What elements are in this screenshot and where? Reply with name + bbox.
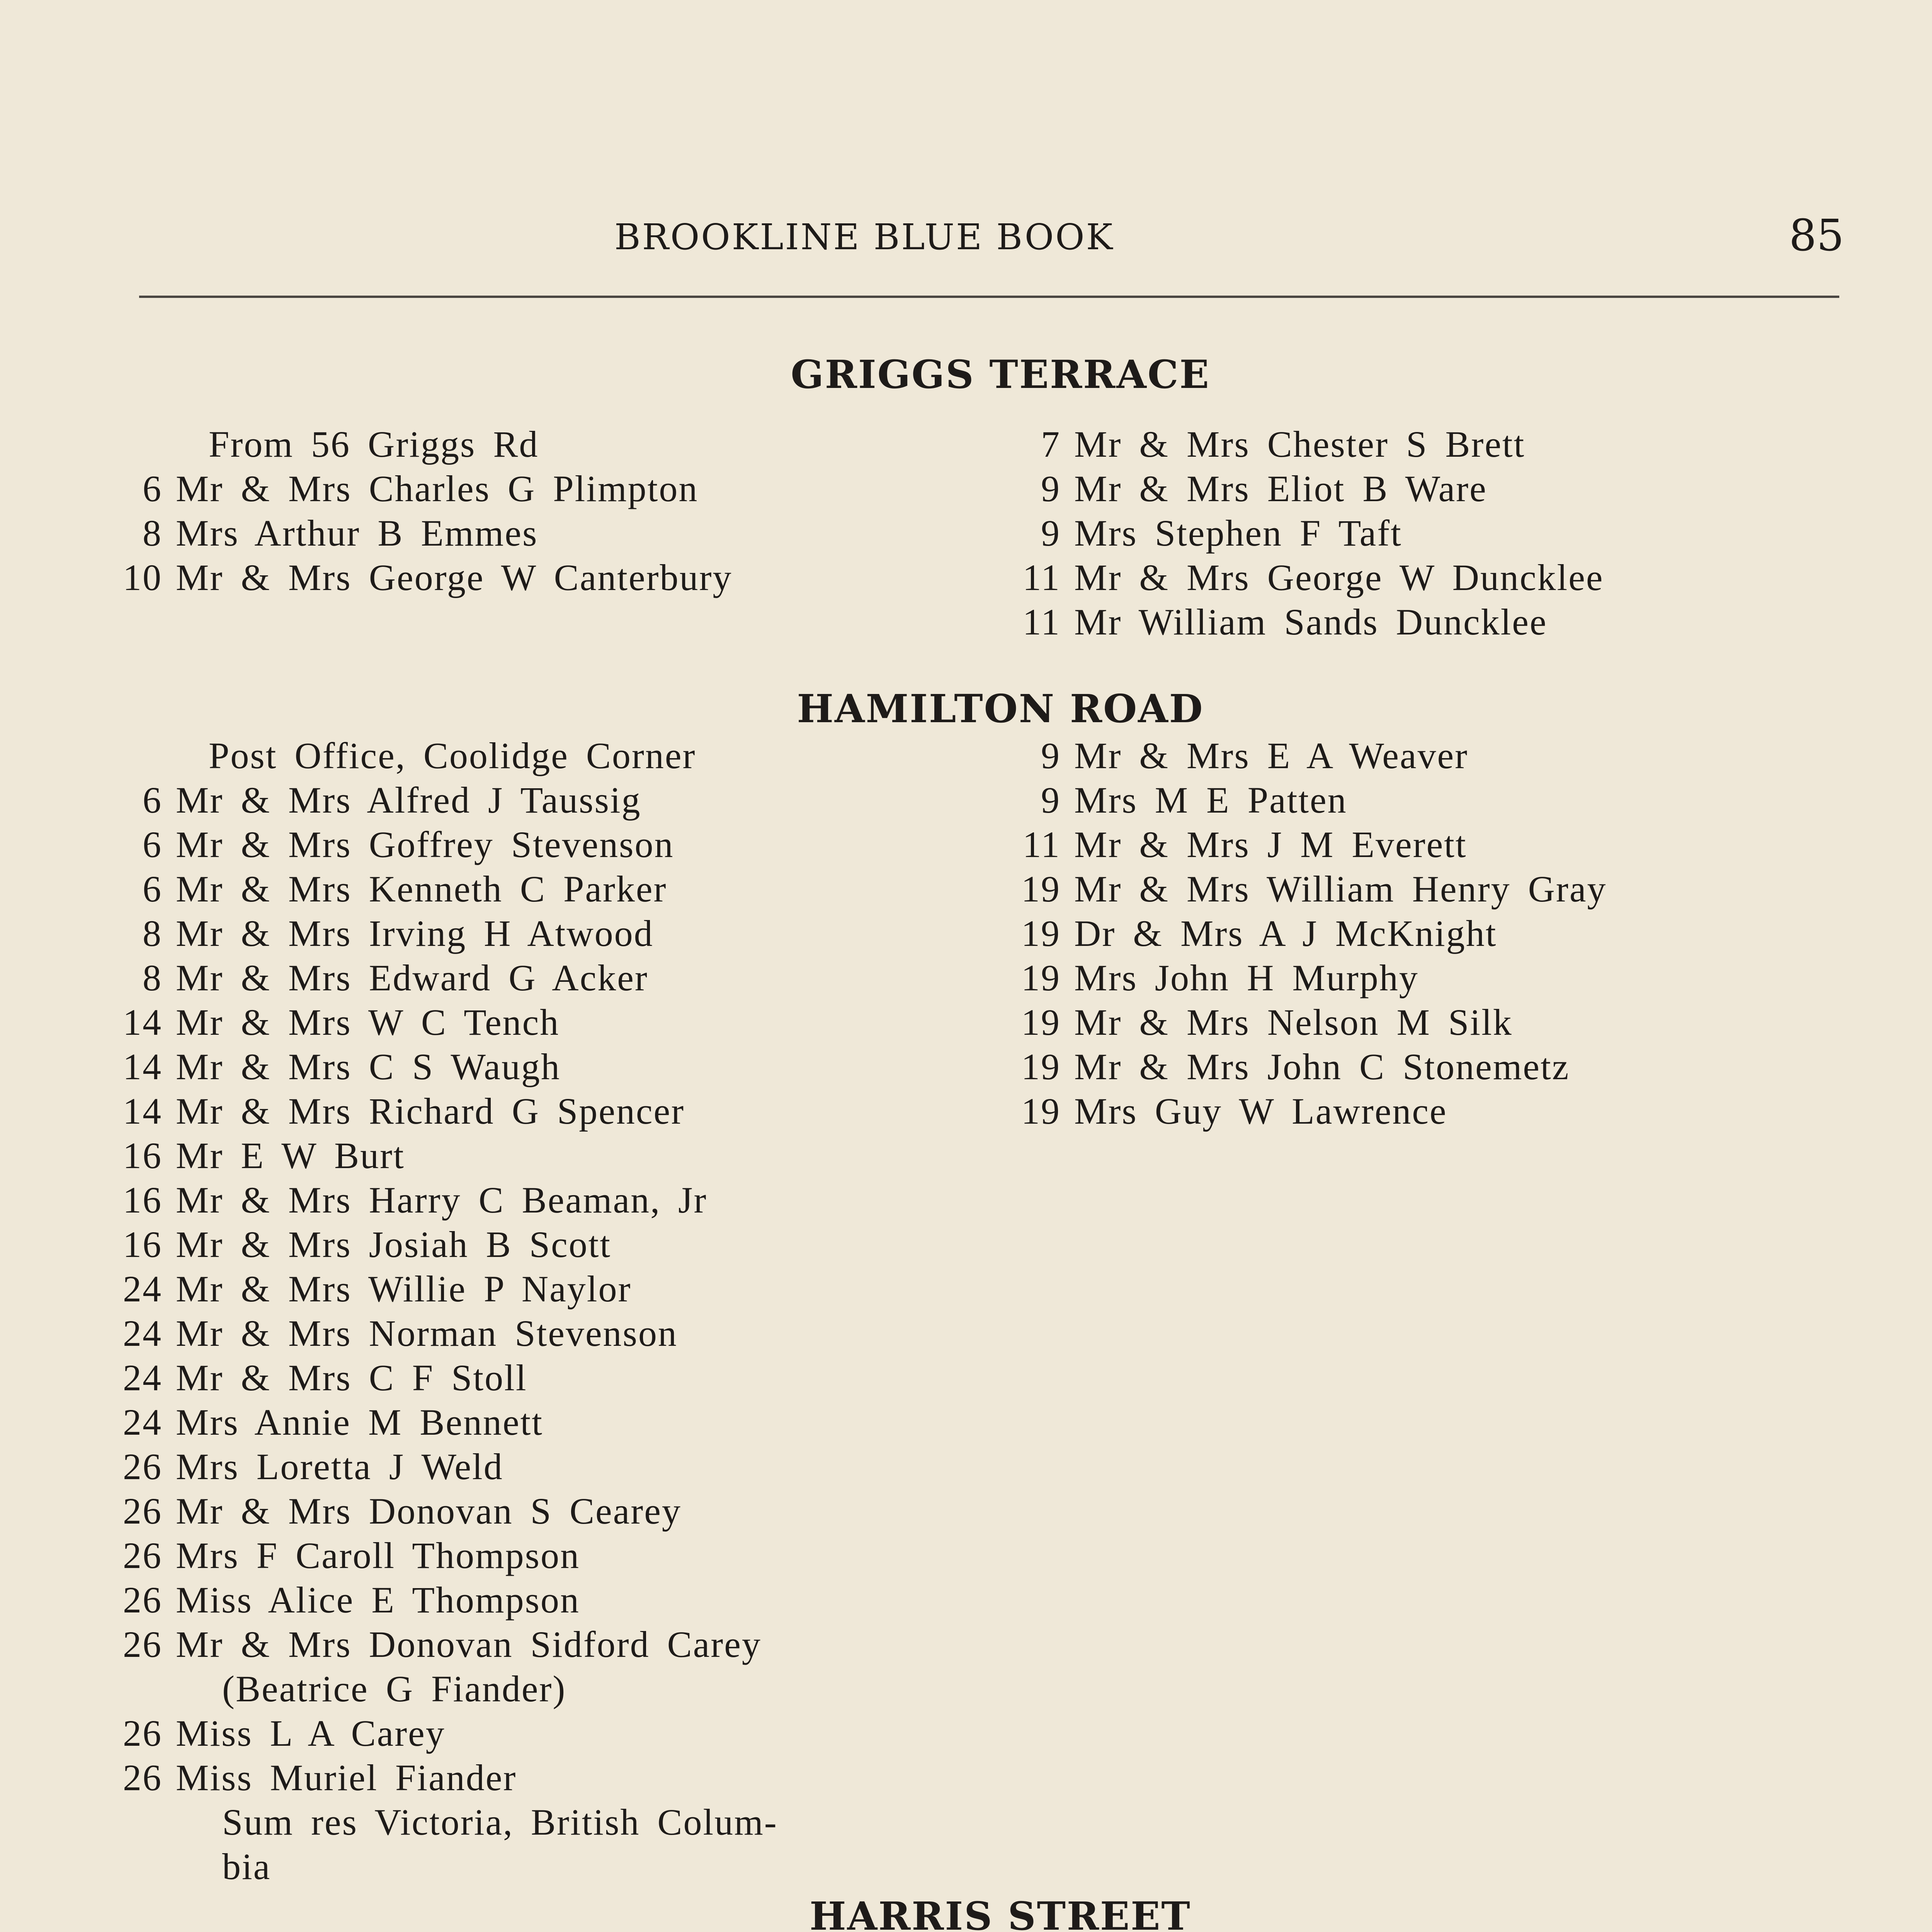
directory-entry (108, 1755, 978, 1800)
house-number: 8 (143, 913, 162, 954)
resident-name: Mr & Mrs Chester S Brett (1074, 423, 1526, 465)
house-number: 24 (123, 1401, 162, 1443)
house-number: 6 (143, 468, 162, 509)
resident-name: Mrs Loretta J Weld (176, 1446, 503, 1487)
resident-name: Mr & Mrs C S Waugh (176, 1046, 561, 1087)
house-number: 19 (1021, 913, 1061, 954)
directory-entry (108, 1444, 978, 1489)
directory-entry (108, 956, 978, 1000)
directory-entry (1007, 1044, 1932, 1089)
house-number: 26 (123, 1624, 162, 1665)
resident-name: Mr & Mrs Donovan S Cearey (176, 1490, 682, 1532)
resident-name: Mr E W Burt (176, 1135, 405, 1176)
house-number: 16 (123, 1179, 162, 1221)
resident-name: Mr & Mrs J M Everett (1074, 824, 1467, 865)
directory-entry (1007, 1000, 1932, 1044)
directory-entry (108, 1222, 978, 1267)
house-number: 11 (1022, 557, 1061, 598)
house-number: 6 (143, 868, 162, 910)
house-number: 24 (123, 1268, 162, 1310)
resident-name: Mr & Mrs Kenneth C Parker (176, 868, 667, 910)
resident-name: Mr & Mrs Charles G Plimpton (176, 468, 699, 509)
resident-name: Mr & Mrs George W Duncklee (1074, 557, 1604, 598)
directory-entry (108, 1133, 978, 1178)
directory-entry (108, 1578, 978, 1622)
house-number: 9 (1041, 735, 1061, 776)
header-rule (139, 296, 1839, 298)
resident-name: Mr & Mrs Richard G Spencer (176, 1090, 685, 1132)
house-number: 26 (123, 1535, 162, 1576)
resident-name: Mr & Mrs Donovan Sidford Carey (176, 1624, 762, 1665)
house-number: 26 (123, 1713, 162, 1754)
resident-name: Mr & Mrs W C Tench (176, 1002, 560, 1043)
directory-entry (1007, 1089, 1932, 1133)
house-number: 24 (123, 1357, 162, 1398)
directory-entry (1007, 600, 1932, 644)
directory-entry (108, 778, 978, 822)
resident-name: Mrs F Caroll Thompson (176, 1535, 580, 1576)
directory-entry (108, 1844, 978, 1889)
house-number: 11 (1022, 601, 1061, 643)
street-heading-hamilton: HAMILTON ROAD (797, 686, 1204, 731)
directory-entry (1007, 956, 1932, 1000)
resident-name: (Beatrice G Fiander) (222, 1668, 566, 1709)
directory-entry (108, 1533, 978, 1578)
house-number: 6 (143, 824, 162, 865)
resident-name: Mr & Mrs George W Canterbury (176, 557, 733, 598)
house-number: 19 (1021, 957, 1061, 998)
street-heading-harris: HARRIS STREET (810, 1893, 1191, 1932)
resident-name: Mr & Mrs William Henry Gray (1074, 868, 1607, 910)
resident-name: Mr & Mrs Josiah B Scott (176, 1224, 612, 1265)
resident-name: Mr & Mrs Harry C Beaman, Jr (176, 1179, 707, 1221)
griggs-right-column (1007, 422, 1932, 644)
resident-name: Mr & Mrs Goffrey Stevenson (176, 824, 674, 865)
house-number: 19 (1021, 1090, 1061, 1132)
house-number: 11 (1022, 824, 1061, 865)
resident-name: Mr & Mrs Alfred J Taussig (176, 779, 641, 821)
house-number: 26 (123, 1446, 162, 1487)
house-number: 19 (1021, 1002, 1061, 1043)
directory-entry (108, 867, 978, 911)
hamilton-right-column (1007, 733, 1932, 1133)
resident-name: Sum res Victoria, British Colum- (222, 1801, 778, 1843)
house-number: 8 (143, 512, 162, 554)
house-number: 14 (123, 1002, 162, 1043)
resident-name: Miss Muriel Fiander (176, 1757, 517, 1798)
directory-entry (108, 1044, 978, 1089)
resident-name: Mr & Mrs Edward G Acker (176, 957, 648, 998)
directory-entry (108, 1311, 978, 1355)
directory-entry (1007, 422, 1932, 466)
directory-entry (0, 733, 978, 778)
directory-entry (108, 1800, 978, 1844)
directory-entry (108, 1089, 978, 1133)
resident-name: Mrs Stephen F Taft (1074, 512, 1402, 554)
directory-entry (108, 1711, 978, 1755)
page-number: 85 (1789, 211, 1844, 261)
directory-entry (108, 466, 978, 511)
directory-entry (108, 822, 978, 867)
house-number: 8 (143, 957, 162, 998)
resident-name: Mrs M E Patten (1074, 779, 1347, 821)
house-number: 14 (123, 1090, 162, 1132)
resident-name: From 56 Griggs Rd (209, 423, 539, 465)
directory-entry (108, 1667, 978, 1711)
hamilton-left-column (108, 733, 978, 1889)
directory-entry (108, 1355, 978, 1400)
resident-name: Mrs Arthur B Emmes (176, 512, 538, 554)
resident-name: Mr William Sands Duncklee (1074, 601, 1548, 643)
resident-name: Mr & Mrs Norman Stevenson (176, 1313, 678, 1354)
directory-entry (1007, 466, 1932, 511)
resident-name: Mr & Mrs Irving H Atwood (176, 913, 654, 954)
resident-name: Miss Alice E Thompson (176, 1579, 580, 1621)
directory-entry (108, 911, 978, 956)
house-number: 9 (1041, 512, 1061, 554)
directory-entry (0, 422, 978, 466)
house-number: 6 (143, 779, 162, 821)
resident-name: bia (222, 1846, 271, 1887)
directory-entry (1007, 555, 1932, 600)
directory-entry (108, 1267, 978, 1311)
running-head: BROOKLINE BLUE BOOK (614, 216, 1114, 258)
griggs-left-column (108, 422, 978, 600)
resident-name: Mr & Mrs Eliot B Ware (1074, 468, 1487, 509)
directory-entry (108, 1178, 978, 1222)
house-number: 19 (1021, 1046, 1061, 1087)
resident-name: Mr & Mrs Nelson M Silk (1074, 1002, 1513, 1043)
house-number: 7 (1041, 423, 1061, 465)
directory-entry (108, 511, 978, 555)
house-number: 10 (123, 557, 162, 598)
house-number: 19 (1021, 868, 1061, 910)
directory-entry (1007, 911, 1932, 956)
directory-entry (1007, 778, 1932, 822)
directory-entry (108, 1400, 978, 1444)
house-number: 24 (123, 1313, 162, 1354)
resident-name: Mrs Guy W Lawrence (1074, 1090, 1447, 1132)
resident-name: Mrs Annie M Bennett (176, 1401, 543, 1443)
house-number: 26 (123, 1757, 162, 1798)
resident-name: Miss L A Carey (176, 1713, 446, 1754)
directory-entry (108, 555, 978, 600)
directory-entry (1007, 822, 1932, 867)
house-number: 9 (1041, 468, 1061, 509)
house-number: 9 (1041, 779, 1061, 821)
directory-entry (1007, 867, 1932, 911)
resident-name: Dr & Mrs A J McKnight (1074, 913, 1497, 954)
directory-entry (1007, 733, 1932, 778)
directory-entry (108, 1622, 978, 1667)
directory-entry (108, 1000, 978, 1044)
directory-entry (108, 1489, 978, 1533)
resident-name: Mr & Mrs C F Stoll (176, 1357, 527, 1398)
resident-name: Mr & Mrs Willie P Naylor (176, 1268, 632, 1310)
house-number: 14 (123, 1046, 162, 1087)
resident-name: Mrs John H Murphy (1074, 957, 1419, 998)
house-number: 26 (123, 1579, 162, 1621)
resident-name: Post Office, Coolidge Corner (209, 735, 696, 776)
house-number: 26 (123, 1490, 162, 1532)
resident-name: Mr & Mrs E A Weaver (1074, 735, 1469, 776)
resident-name: Mr & Mrs John C Stonemetz (1074, 1046, 1570, 1087)
street-heading-griggs: GRIGGS TERRACE (791, 352, 1210, 397)
house-number: 16 (123, 1224, 162, 1265)
directory-entry (1007, 511, 1932, 555)
house-number: 16 (123, 1135, 162, 1176)
